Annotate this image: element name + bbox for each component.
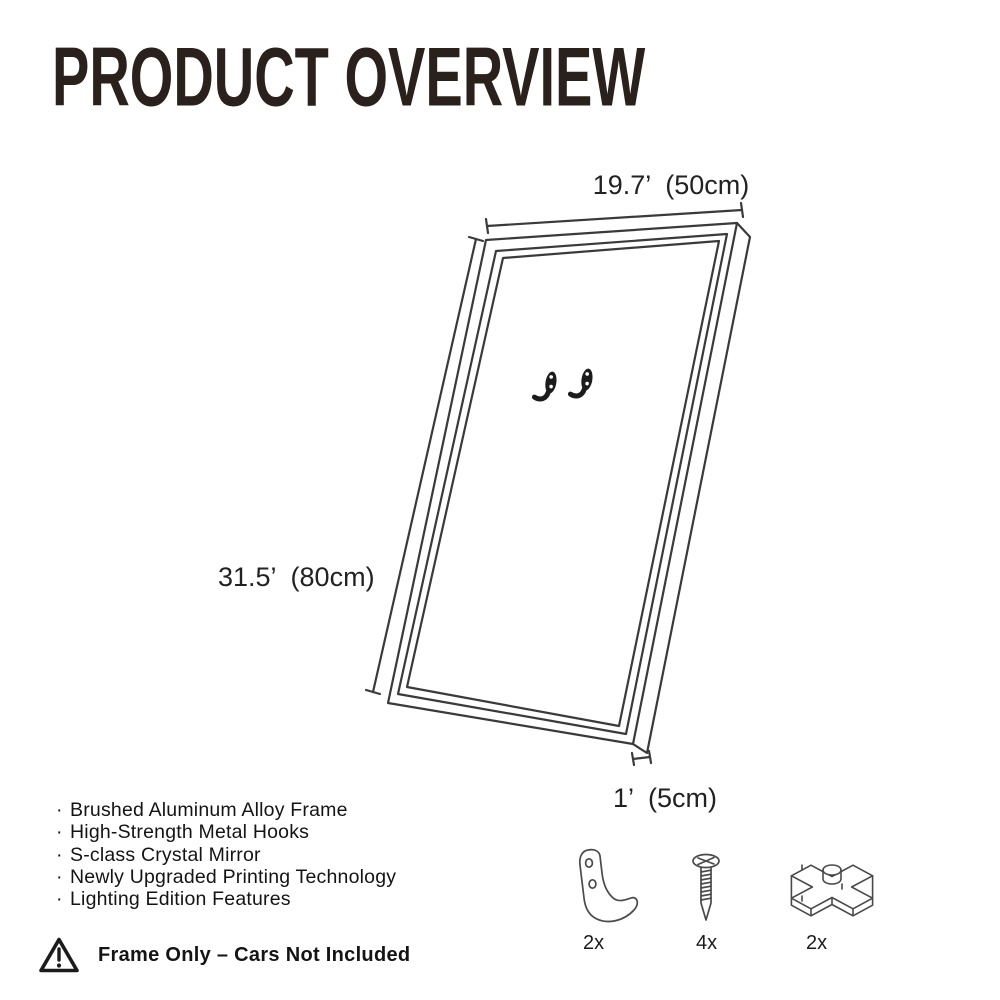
warning-text: Frame Only – Cars Not Included bbox=[98, 944, 411, 966]
bullet-dot: · bbox=[56, 843, 63, 866]
width-dimension-label: 19.7’ (50cm) bbox=[592, 170, 750, 200]
feature-text: Newly Upgraded Printing Technology bbox=[70, 865, 397, 888]
feature-list bbox=[56, 799, 396, 910]
cross-bracket-icon bbox=[786, 852, 878, 920]
bullet-dot: · bbox=[56, 821, 63, 844]
depth-dimension-label: 1’ (5cm) bbox=[612, 783, 717, 813]
mounting-hook-left bbox=[534, 369, 558, 401]
list-item bbox=[56, 888, 396, 910]
feature-text: S-class Crystal Mirror bbox=[70, 843, 261, 866]
bullet-dot: · bbox=[56, 799, 63, 821]
page-title: PRODUCT OVERVIEW bbox=[52, 30, 646, 124]
depth-dimension-line bbox=[632, 751, 651, 765]
list-item bbox=[56, 799, 396, 821]
list-item bbox=[56, 844, 396, 866]
hardware-cross-bracket bbox=[786, 852, 878, 925]
feature-text: High-Strength Metal Hooks bbox=[70, 821, 310, 844]
warning-triangle-icon bbox=[38, 936, 80, 975]
warning-note bbox=[38, 936, 410, 975]
screw-icon bbox=[688, 852, 730, 926]
bullet-dot: · bbox=[56, 865, 63, 888]
mounting-hook-right bbox=[570, 366, 594, 398]
frame-drawing bbox=[388, 223, 750, 753]
width-dimension-line bbox=[486, 203, 743, 233]
feature-text: Lighting Edition Features bbox=[70, 888, 291, 911]
list-item bbox=[56, 866, 396, 888]
list-item bbox=[56, 821, 396, 843]
height-dimension-line bbox=[366, 237, 483, 694]
hardware-wall-hook bbox=[574, 846, 659, 931]
bullet-dot: · bbox=[56, 888, 63, 911]
height-dimension-label: 31.5’ (80cm) bbox=[218, 562, 375, 592]
hardware-screw bbox=[688, 852, 730, 931]
cross-bracket-count: 2x bbox=[806, 932, 828, 954]
feature-text: Brushed Aluminum Alloy Frame bbox=[70, 799, 348, 821]
wall-hook-count: 2x bbox=[583, 932, 605, 954]
screw-count: 4x bbox=[696, 932, 718, 954]
wall-hook-icon bbox=[574, 846, 659, 926]
